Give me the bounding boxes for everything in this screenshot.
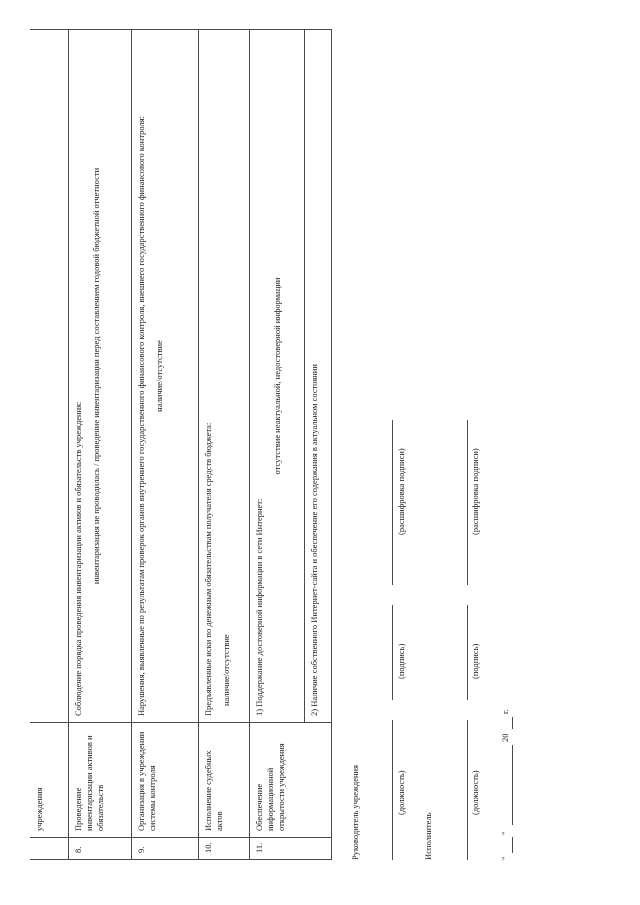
date-year-prefix: 20 — [500, 733, 510, 742]
row-content — [69, 30, 132, 723]
date-year-line — [512, 717, 513, 729]
row-indicator-name: учреждения — [30, 723, 69, 838]
head-signature-line — [392, 605, 393, 700]
row-criterion-text: Соблюдение порядка проведения инвентаризации активов и обязательств учреждения: — [73, 401, 83, 716]
date-year-suffix: г. — [500, 709, 510, 714]
row-indicator-name: Исполнение судебных актов — [199, 723, 250, 838]
row-options-text: инвентаризация не проводилась / проведение инвентаризации перед составлением годовой бюджетной отчетности — [91, 167, 102, 585]
row-number: 9. — [132, 838, 199, 860]
date-quote-close: " — [500, 831, 510, 835]
row-criterion-text: 1) Поддержание достоверной информации в сети Интернет: — [254, 498, 264, 716]
row-number: 10. — [199, 838, 250, 860]
table-row — [250, 30, 305, 860]
executor-position-caption: (должность) — [470, 770, 480, 815]
table-row — [132, 30, 199, 860]
row-content — [30, 30, 69, 723]
executor-signature-line — [467, 605, 468, 700]
row-options-text: наличие/отсутствие — [221, 634, 232, 706]
date-day-line — [512, 837, 513, 853]
row-number — [30, 838, 69, 860]
head-position-caption: (должность) — [396, 770, 406, 815]
row-content — [132, 30, 199, 723]
row-criterion-text: 2) Наличие собственного Интернет-сайта и обеспечение его содержания в актуальном состоянии — [309, 364, 319, 716]
row-indicator-name: Организация в учреждении системы контроля — [132, 723, 199, 838]
executor-decoding-line — [467, 420, 468, 585]
row-options-text: наличие/отсутствие — [154, 340, 165, 412]
head-signature-caption: (подпись) — [396, 643, 406, 679]
row-criterion-text: Нарушения, выявленные по результатам проверок органов внутреннего государственного финансового контроля, внешнего государственного финансового контроля: — [136, 115, 146, 716]
row-number: 11. — [250, 838, 332, 860]
row-indicator-name: Обеспечение информационной открытости учреждения — [250, 723, 332, 838]
row-number: 8. — [69, 838, 132, 860]
evaluation-table — [30, 29, 332, 860]
executor-signature-caption: (подпись) — [470, 643, 480, 679]
row-content — [199, 30, 250, 723]
table-row — [30, 30, 69, 860]
row-content — [305, 30, 332, 723]
row-criterion-text: Предъявленные иски по денежным обязательствам получателя средств бюджета: — [203, 422, 213, 716]
row-content — [250, 30, 305, 723]
head-position-line — [392, 720, 393, 860]
executor-label: Исполнитель — [423, 812, 433, 860]
date-quote-open: " — [500, 856, 510, 860]
row-options-text: отсутствие неактуальной, недостоверной информации — [272, 277, 283, 475]
head-label: Руководитель учреждения — [350, 764, 360, 860]
table-row — [199, 30, 250, 860]
row-indicator-name: Проведение инвентаризации активов и обязательств — [69, 723, 132, 838]
date-month-line — [512, 745, 513, 825]
table-row — [69, 30, 132, 860]
executor-position-line — [467, 720, 468, 860]
head-decoding-caption: (расшифровка подписи) — [396, 448, 406, 535]
head-decoding-line — [392, 420, 393, 585]
executor-decoding-caption: (расшифровка подписи) — [470, 448, 480, 535]
